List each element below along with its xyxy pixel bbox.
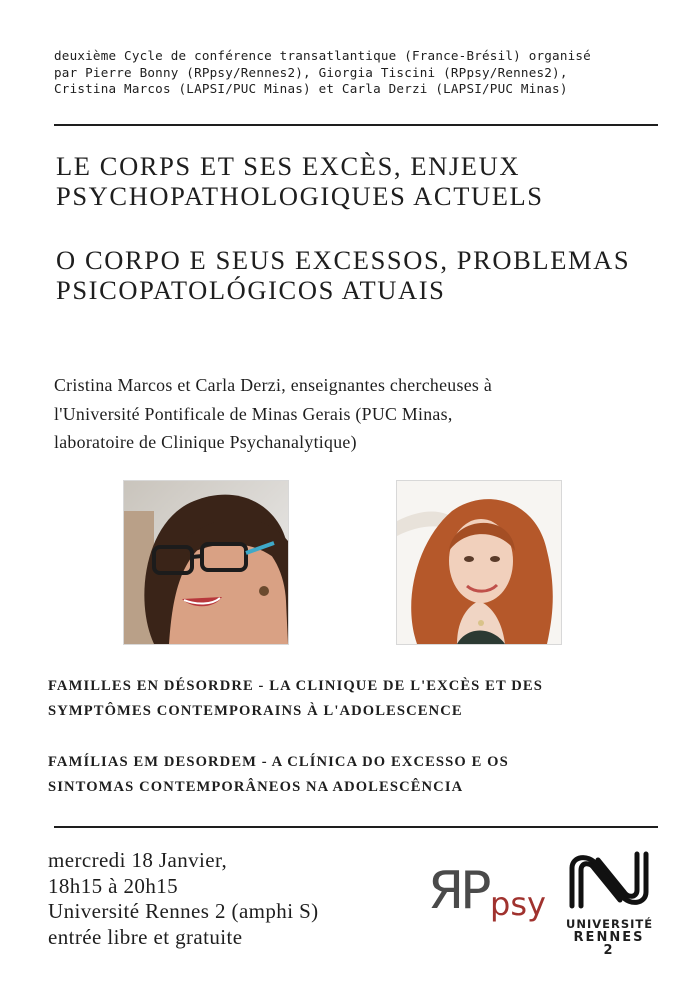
- title-portuguese-line2: PSICOPATOLÓGICOS ATUAIS: [56, 275, 446, 305]
- top-divider: [54, 124, 658, 126]
- title-french: [56, 151, 656, 211]
- event-date: mercredi 18 Janvier,: [48, 848, 228, 872]
- talk-title-french-line1: FAMILLES EN DÉSORDRE - LA CLINIQUE DE L'EXCÈS ET DES: [48, 678, 543, 694]
- talk-title-french: [48, 674, 668, 724]
- intro-line: Cristina Marcos (LAPSI/PUC Minas) et Carla Derzi (LAPSI/PUC Minas): [54, 81, 568, 96]
- intro-line: par Pierre Bonny (RPpsy/Rennes2), Giorgia Tiscini (RPpsy/Rennes2),: [54, 64, 568, 80]
- speakers-line: laboratoire de Clinique Psychanalytique): [54, 432, 357, 452]
- organizer-intro: [54, 48, 654, 98]
- rppsy-logo-rp: ЯP: [428, 861, 488, 921]
- rennes-2-emblem-icon: [566, 848, 652, 914]
- speakers-line: Cristina Marcos et Carla Derzi, enseignantes chercheuses à: [54, 375, 493, 395]
- title-french-line1: LE CORPS ET SES EXCÈS, ENJEUX: [56, 151, 521, 181]
- title-french-line2: PSYCHOPATHOLOGIQUES ACTUELS: [56, 181, 544, 211]
- title-portuguese-line1: O CORPO E SEUS EXCESSOS, PROBLEMAS: [56, 245, 631, 275]
- rppsy-logo-psy: psy: [490, 885, 546, 923]
- event-place: Université Rennes 2 (amphi S): [48, 899, 319, 923]
- rppsy-logo: [428, 862, 556, 934]
- bottom-divider: [54, 826, 658, 828]
- speaker-photo-carla: [396, 480, 562, 645]
- intro-line: deuxième Cycle de conférence transatlantique (France-Brésil) organisé: [54, 48, 591, 63]
- talk-title-portuguese-line1: FAMÍLIAS EM DESORDEM - A CLÍNICA DO EXCESSO E OS: [48, 754, 509, 770]
- speakers-line: l'Université Pontificale de Minas Gerais (PUC Minas,: [54, 403, 453, 424]
- rennes-logo-line1: UNIVERSITÉ: [566, 917, 654, 931]
- event-entry: entrée libre et gratuite: [48, 924, 243, 949]
- rennes-logo-line2: RENNES 2: [573, 930, 645, 958]
- talk-title-portuguese: [48, 750, 668, 800]
- universite-rennes-2-logo: [566, 848, 654, 958]
- speakers-description: [54, 371, 664, 457]
- talk-title-french-line2: SYMPTÔMES CONTEMPORAINS À L'ADOLESCENCE: [48, 703, 463, 719]
- speaker-photo-cristina: [123, 480, 289, 645]
- title-portuguese: [56, 245, 656, 305]
- event-details: [48, 848, 418, 950]
- event-time: 18h15 à 20h15: [48, 873, 179, 898]
- talk-title-portuguese-line2: SINTOMAS CONTEMPORÂNEOS NA ADOLESCÊNCIA: [48, 779, 464, 795]
